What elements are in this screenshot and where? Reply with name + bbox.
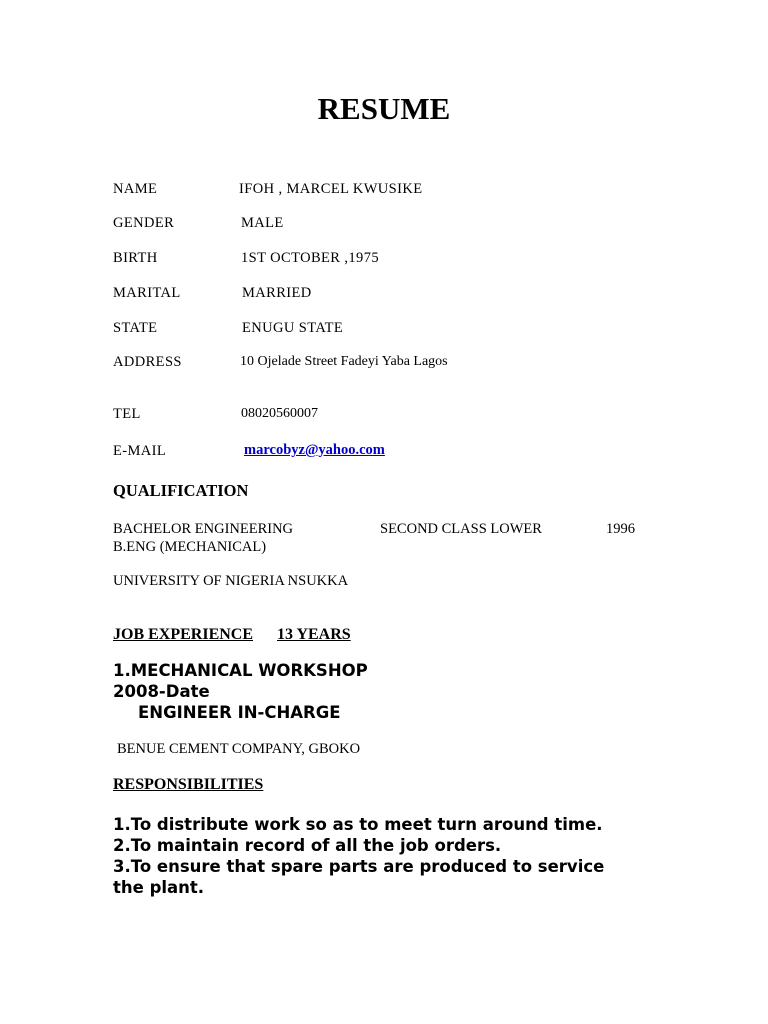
job-experience-years: 13 YEARS <box>277 626 351 643</box>
tel-value: 08020560007 <box>241 406 318 421</box>
name-label: NAME <box>113 181 158 197</box>
responsibility-item: the plant. <box>113 878 205 897</box>
responsibility-item: 3.To ensure that spare parts are produced to service <box>113 857 605 876</box>
birth-label: BIRTH <box>113 250 158 266</box>
responsibility-item: 2.To maintain record of all the job orders. <box>113 836 502 855</box>
tel-label: TEL <box>113 406 141 422</box>
company-name: BENUE CEMENT COMPANY, GBOKO <box>117 741 361 757</box>
degree-class: SECOND CLASS LOWER <box>380 521 542 537</box>
name-value: IFOH , MARCEL KWUSIKE <box>239 181 423 197</box>
gender-value: MALE <box>241 215 284 231</box>
degree-year: 1996 <box>606 521 635 537</box>
workshop-line: 1.MECHANICAL WORKSHOP <box>113 661 368 680</box>
email-label: E-MAIL <box>113 443 167 459</box>
qualification-heading: QUALIFICATION <box>113 481 249 500</box>
state-value: ENUGU STATE <box>242 320 344 336</box>
job-experience-heading <box>113 626 351 644</box>
responsibility-item: 1.To distribute work so as to meet turn around time. <box>113 815 603 834</box>
date-range: 2008-Date <box>113 682 210 701</box>
address-label: ADDRESS <box>113 354 182 370</box>
document-title: RESUME <box>317 91 451 126</box>
marital-value: MARRIED <box>242 285 312 301</box>
state-label: STATE <box>113 320 158 336</box>
address-value: 10 Ojelade Street Fadeyi Yaba Lagos <box>240 354 448 369</box>
degree-short: B.ENG (MECHANICAL) <box>113 539 267 555</box>
gender-label: GENDER <box>113 215 175 231</box>
email-link[interactable]: marcobyz@yahoo.com <box>244 442 385 458</box>
responsibilities-heading: RESPONSIBILITIES <box>113 776 264 793</box>
marital-label: MARITAL <box>113 285 181 301</box>
degree-title: BACHELOR ENGINEERING <box>113 521 294 537</box>
job-title: ENGINEER IN-CHARGE <box>138 703 341 722</box>
job-experience-label: JOB EXPERIENCE <box>113 626 254 643</box>
birth-value: 1ST OCTOBER ,1975 <box>241 250 379 266</box>
university: UNIVERSITY OF NIGERIA NSUKKA <box>113 573 349 589</box>
